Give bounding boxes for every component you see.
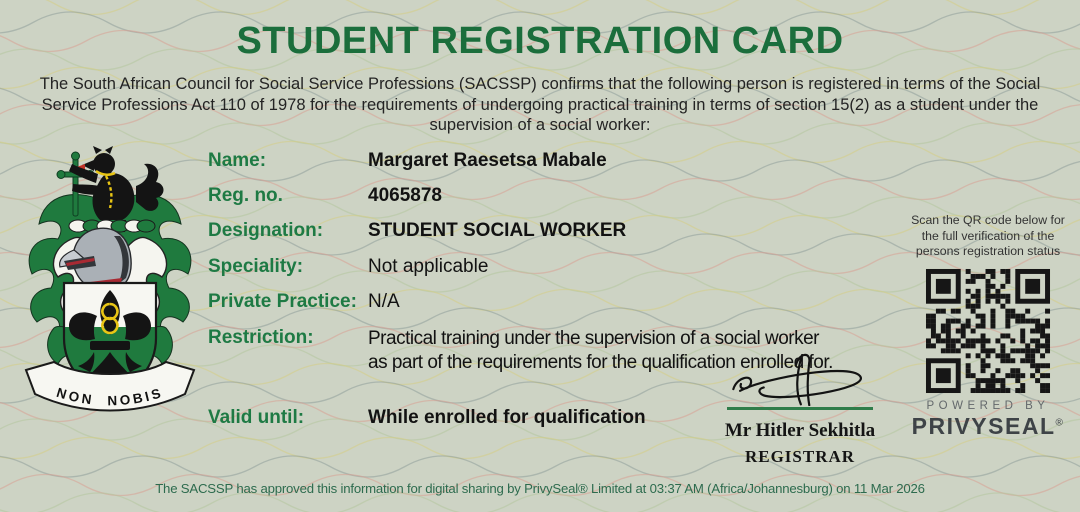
restriction-line-2: as part of the requirements for the qualification enrolled for. xyxy=(368,352,833,373)
powered-by-label: POWERED BY xyxy=(926,399,1050,412)
field-label-reg-no: Reg. no. xyxy=(208,185,283,206)
signature-line xyxy=(727,407,873,410)
page-title: STUDENT REGISTRATION CARD xyxy=(236,20,844,62)
sacssp-coat-of-arms-icon xyxy=(14,142,206,414)
field-value-name: Margaret Raesetsa Mabale xyxy=(368,150,607,171)
field-row-name xyxy=(208,150,607,172)
registrar-role: REGISTRAR xyxy=(744,446,856,466)
crest-motto-text: NON NOBIS xyxy=(54,384,166,409)
qr-verification-block xyxy=(898,213,1078,440)
field-label-designation: Designation: xyxy=(208,220,324,241)
qr-instruction-text: Scan the QR code below for the full verification of the persons registration status xyxy=(911,213,1065,258)
field-row-speciality xyxy=(208,256,488,278)
restriction-line-1: Practical training under the supervision of a social worker xyxy=(368,328,820,349)
field-value-private-practice: N/A xyxy=(368,291,400,312)
field-label-valid-until: Valid until: xyxy=(208,407,305,428)
registered-trademark-symbol: ® xyxy=(1055,416,1065,428)
field-label-private-practice: Private Practice: xyxy=(208,291,357,312)
field-value-designation: STUDENT SOCIAL WORKER xyxy=(368,220,627,241)
field-label-restriction: Restriction: xyxy=(208,327,314,348)
privyseal-wordmark: PRIVYSEAL xyxy=(911,412,1056,439)
field-row-designation xyxy=(208,220,626,242)
privyseal-logo xyxy=(898,413,1078,440)
field-label-speciality: Speciality: xyxy=(208,256,304,277)
registrar-name: Mr Hitler Sekhitla xyxy=(724,419,876,441)
field-value-speciality: Not applicable xyxy=(368,256,489,277)
field-value-valid-until: While enrolled for qualification xyxy=(368,407,646,428)
field-label-name: Name: xyxy=(208,150,267,171)
intro-paragraph: The South African Council for Social Service Professions (SACSSP) confirms that the following person is registered in terms of the Social Service Professions Act 110 of 1978 for the requirements of undergoing practical training in terms of section 15(2) as a student under the supervision of a social worker: xyxy=(39,75,1041,134)
field-row-valid-until xyxy=(208,407,646,429)
qr-code xyxy=(924,267,1052,395)
registrar-signature-block xyxy=(700,352,900,467)
field-value-reg-no: 4065878 xyxy=(368,185,442,206)
approval-footer: The SACSSP has approved this information for digital sharing by PrivySeal® Limited at 03:37 AM (Africa/Johannesburg) on 11 Mar 2026 xyxy=(155,481,925,496)
registrar-signature-icon xyxy=(722,352,878,406)
field-row-private-practice xyxy=(208,291,400,313)
field-row-reg-no xyxy=(208,185,442,207)
